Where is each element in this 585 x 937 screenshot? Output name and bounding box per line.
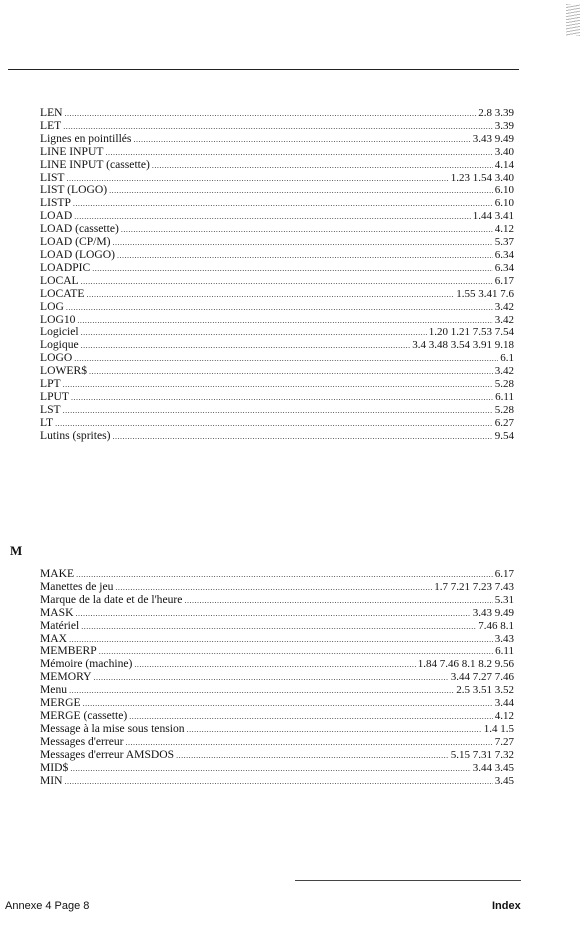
- index-term: LPT: [40, 377, 61, 391]
- index-page-refs: 6.34: [494, 261, 514, 274]
- index-term: Lignes en pointillés: [40, 131, 132, 145]
- index-page-refs: 6.10: [494, 184, 514, 197]
- index-term: Mémoire (machine): [40, 657, 133, 671]
- index-page-refs: 5.31: [494, 593, 514, 606]
- index-term: Menu: [40, 683, 68, 697]
- dot-leader: [66, 301, 493, 315]
- index-page-refs: 6.11: [495, 645, 514, 658]
- index-entry: [40, 378, 514, 391]
- dot-leader: [92, 262, 493, 276]
- index-term: MASK: [40, 605, 74, 619]
- index-page-refs: 3.43 9.49: [472, 132, 514, 145]
- dot-leader: [71, 391, 493, 405]
- index-term: LINE INPUT: [40, 144, 104, 158]
- index-term: LOCATE: [40, 286, 85, 300]
- index-term: LT: [40, 415, 54, 429]
- index-entry: [40, 365, 514, 378]
- dot-leader: [81, 620, 476, 634]
- dot-leader: [70, 762, 470, 776]
- index-term: Logique: [40, 338, 79, 352]
- index-entry: [40, 749, 514, 762]
- index-term: Messages d'erreur AMSDOS: [40, 747, 175, 761]
- index-page-refs: 6.27: [494, 416, 514, 429]
- dot-leader: [113, 236, 493, 250]
- index-term: MID$: [40, 760, 69, 774]
- index-term: Marque de la date et de l'heure: [40, 592, 183, 606]
- dot-leader: [63, 404, 493, 418]
- dot-leader: [74, 210, 471, 224]
- index-term: LST: [40, 402, 61, 416]
- index-entry: [40, 607, 514, 620]
- footer-page-label: Annexe 4 Page 8: [5, 900, 90, 912]
- index-term: LOAD (cassette): [40, 222, 119, 236]
- index-page-refs: 2.8 3.39: [478, 107, 514, 119]
- index-entry: [40, 314, 514, 327]
- index-term: Matériel: [40, 618, 80, 632]
- dot-leader: [55, 417, 493, 431]
- dot-leader: [126, 736, 493, 750]
- index-entry: [40, 684, 514, 697]
- index-entry: [40, 620, 514, 633]
- dot-leader: [76, 568, 493, 582]
- index-entry: [40, 594, 514, 607]
- index-page-refs: 5.28: [494, 403, 514, 416]
- index-entry: [40, 404, 514, 417]
- index-entry: [40, 736, 514, 749]
- index-entry: [40, 172, 514, 185]
- dot-leader: [105, 146, 492, 160]
- index-page-refs: 1.55 3.41 7.6: [456, 287, 514, 300]
- index-term: MEMBERP: [40, 644, 97, 658]
- dot-leader: [184, 594, 492, 608]
- dot-leader: [81, 275, 493, 289]
- dot-leader: [117, 249, 493, 263]
- index-term: MERGE: [40, 696, 81, 710]
- index-page-refs: 3.40: [494, 145, 514, 158]
- index-entry: [40, 288, 514, 301]
- index-term: Lutins (sprites): [40, 428, 111, 442]
- index-page-refs: 7.27: [494, 735, 514, 748]
- index-entry: [40, 326, 514, 339]
- index-term: LOADPIC: [40, 260, 91, 274]
- index-page-refs: 1.23 1.54 3.40: [450, 171, 514, 184]
- index-page-refs: 9.54: [494, 429, 514, 442]
- dot-leader: [66, 172, 448, 186]
- index-entry: [40, 107, 514, 120]
- header-rule: [8, 69, 519, 70]
- index-entry: [40, 184, 514, 197]
- index-entry: [40, 775, 514, 788]
- footer-section-label: Index: [492, 900, 521, 912]
- index-entry: [40, 120, 514, 133]
- dot-leader: [113, 430, 493, 444]
- dot-leader: [152, 159, 493, 173]
- dot-leader: [89, 365, 493, 379]
- index-page-refs: 3.45: [494, 774, 514, 787]
- index-page-refs: 4.12: [494, 223, 514, 236]
- dot-leader: [187, 723, 482, 737]
- index-term: LOAD (CP/M): [40, 235, 111, 249]
- index-page-refs: 3.44 3.45: [472, 761, 514, 774]
- index-page-refs: 5.28: [494, 378, 514, 391]
- dot-leader: [83, 697, 493, 711]
- index-entry: [40, 159, 514, 172]
- index-term: MERGE (cassette): [40, 708, 128, 722]
- index-page-refs: 4.14: [494, 158, 514, 171]
- index-page-refs: 3.42: [494, 365, 514, 378]
- index-term: Manettes de jeu: [40, 579, 114, 593]
- index-entry: [40, 633, 514, 646]
- index-page-refs: 3.44: [494, 697, 514, 710]
- index-page-refs: 6.17: [494, 568, 514, 580]
- index-page-refs: 3.44 7.27 7.46: [450, 671, 514, 684]
- index-page-refs: 1.4 1.5: [483, 722, 514, 735]
- index-page-refs: 3.42: [494, 313, 514, 326]
- index-entry: [40, 723, 514, 736]
- dot-leader: [65, 775, 493, 789]
- index-page-refs: 3.43 9.49: [472, 606, 514, 619]
- dot-leader: [69, 684, 454, 698]
- index-term: LOWER$: [40, 364, 88, 378]
- index-page-refs: 3.39: [494, 119, 514, 132]
- index-entry: [40, 262, 514, 275]
- index-term: MEMORY: [40, 670, 92, 684]
- index-term: LISTP: [40, 196, 71, 210]
- dot-leader: [76, 607, 471, 621]
- index-entry: [40, 762, 514, 775]
- index-page-refs: 7.46 8.1: [478, 619, 514, 632]
- scan-artifact: [566, 4, 580, 36]
- dot-leader: [73, 197, 493, 211]
- index-term: LIST: [40, 170, 65, 184]
- index-term: LINE INPUT (cassette): [40, 157, 150, 171]
- letter-heading-m: M: [10, 543, 23, 558]
- dot-leader: [134, 658, 415, 672]
- index-term: LOCAL: [40, 273, 79, 287]
- index-entry: [40, 301, 514, 314]
- index-entry: [40, 671, 514, 684]
- index-page-refs: 1.7 7.21 7.23 7.43: [434, 580, 514, 593]
- index-entry: [40, 581, 514, 594]
- index-page-refs: 6.11: [495, 390, 514, 403]
- dot-leader: [86, 288, 454, 302]
- index-page-refs: 5.37: [494, 236, 514, 249]
- index-page-refs: 6.1: [500, 352, 514, 365]
- index-page-refs: 6.17: [494, 274, 514, 287]
- dot-leader: [63, 378, 493, 392]
- index-entry: [40, 568, 514, 581]
- index-entry: [40, 352, 514, 365]
- index-term: LPUT: [40, 389, 69, 403]
- index-term: LET: [40, 118, 62, 132]
- index-page-refs: 3.42: [494, 300, 514, 313]
- dot-leader: [81, 326, 427, 340]
- index-term: LOAD: [40, 209, 73, 223]
- index-entry: [40, 133, 514, 146]
- index-term: LEN: [40, 106, 63, 119]
- dot-leader: [121, 223, 493, 237]
- index-term: Logiciel: [40, 325, 79, 339]
- index-page-refs: 2.5 3.51 3.52: [456, 684, 514, 697]
- index-entry: [40, 417, 514, 430]
- index-page-refs: 6.34: [494, 248, 514, 261]
- index-entry: [40, 275, 514, 288]
- index-entry: [40, 658, 514, 671]
- dot-leader: [176, 749, 449, 763]
- index-entry: [40, 430, 514, 443]
- dot-leader: [81, 339, 411, 353]
- index-term: LOGO: [40, 351, 73, 365]
- dot-leader: [133, 133, 470, 147]
- dot-leader: [74, 352, 498, 366]
- index-entry: [40, 146, 514, 159]
- index-entry: [40, 223, 514, 236]
- index-term: LOAD (LOGO): [40, 247, 116, 261]
- index-term: LIST (LOGO): [40, 183, 108, 197]
- index-term: Message à la mise sous tension: [40, 721, 185, 735]
- index-page-refs: 1.44 3.41: [472, 210, 514, 223]
- index-term: LOG10: [40, 312, 76, 326]
- index-page-refs: 3.4 3.48 3.54 3.91 9.18: [412, 339, 514, 352]
- index-page-refs: 5.15 7.31 7.32: [450, 748, 514, 761]
- index-entry: [40, 197, 514, 210]
- index-entry: [40, 339, 514, 352]
- index-page-refs: 4.12: [494, 709, 514, 722]
- dot-leader: [109, 184, 493, 198]
- index-entry: [40, 249, 514, 262]
- index-page-refs: 1.84 7.46 8.1 8.2 9.56: [417, 658, 514, 671]
- index-entry: [40, 710, 514, 723]
- index-page-refs: 6.10: [494, 197, 514, 210]
- index-term: MAX: [40, 631, 68, 645]
- index-term: Messages d'erreur: [40, 734, 124, 748]
- dot-leader: [65, 107, 477, 121]
- index-term: MAKE: [40, 567, 75, 580]
- index-section-l: [40, 107, 514, 443]
- dot-leader: [94, 671, 449, 685]
- index-entry: [40, 391, 514, 404]
- index-term: LOG: [40, 299, 64, 313]
- dot-leader: [99, 645, 493, 659]
- index-page-refs: 3.43: [494, 632, 514, 645]
- index-section-m: [40, 568, 514, 787]
- dot-leader: [69, 633, 493, 647]
- dot-leader: [77, 314, 492, 328]
- footer-rule: [295, 880, 521, 881]
- index-term: MIN: [40, 773, 63, 787]
- index-page-refs: 1.20 1.21 7.53 7.54: [428, 326, 514, 339]
